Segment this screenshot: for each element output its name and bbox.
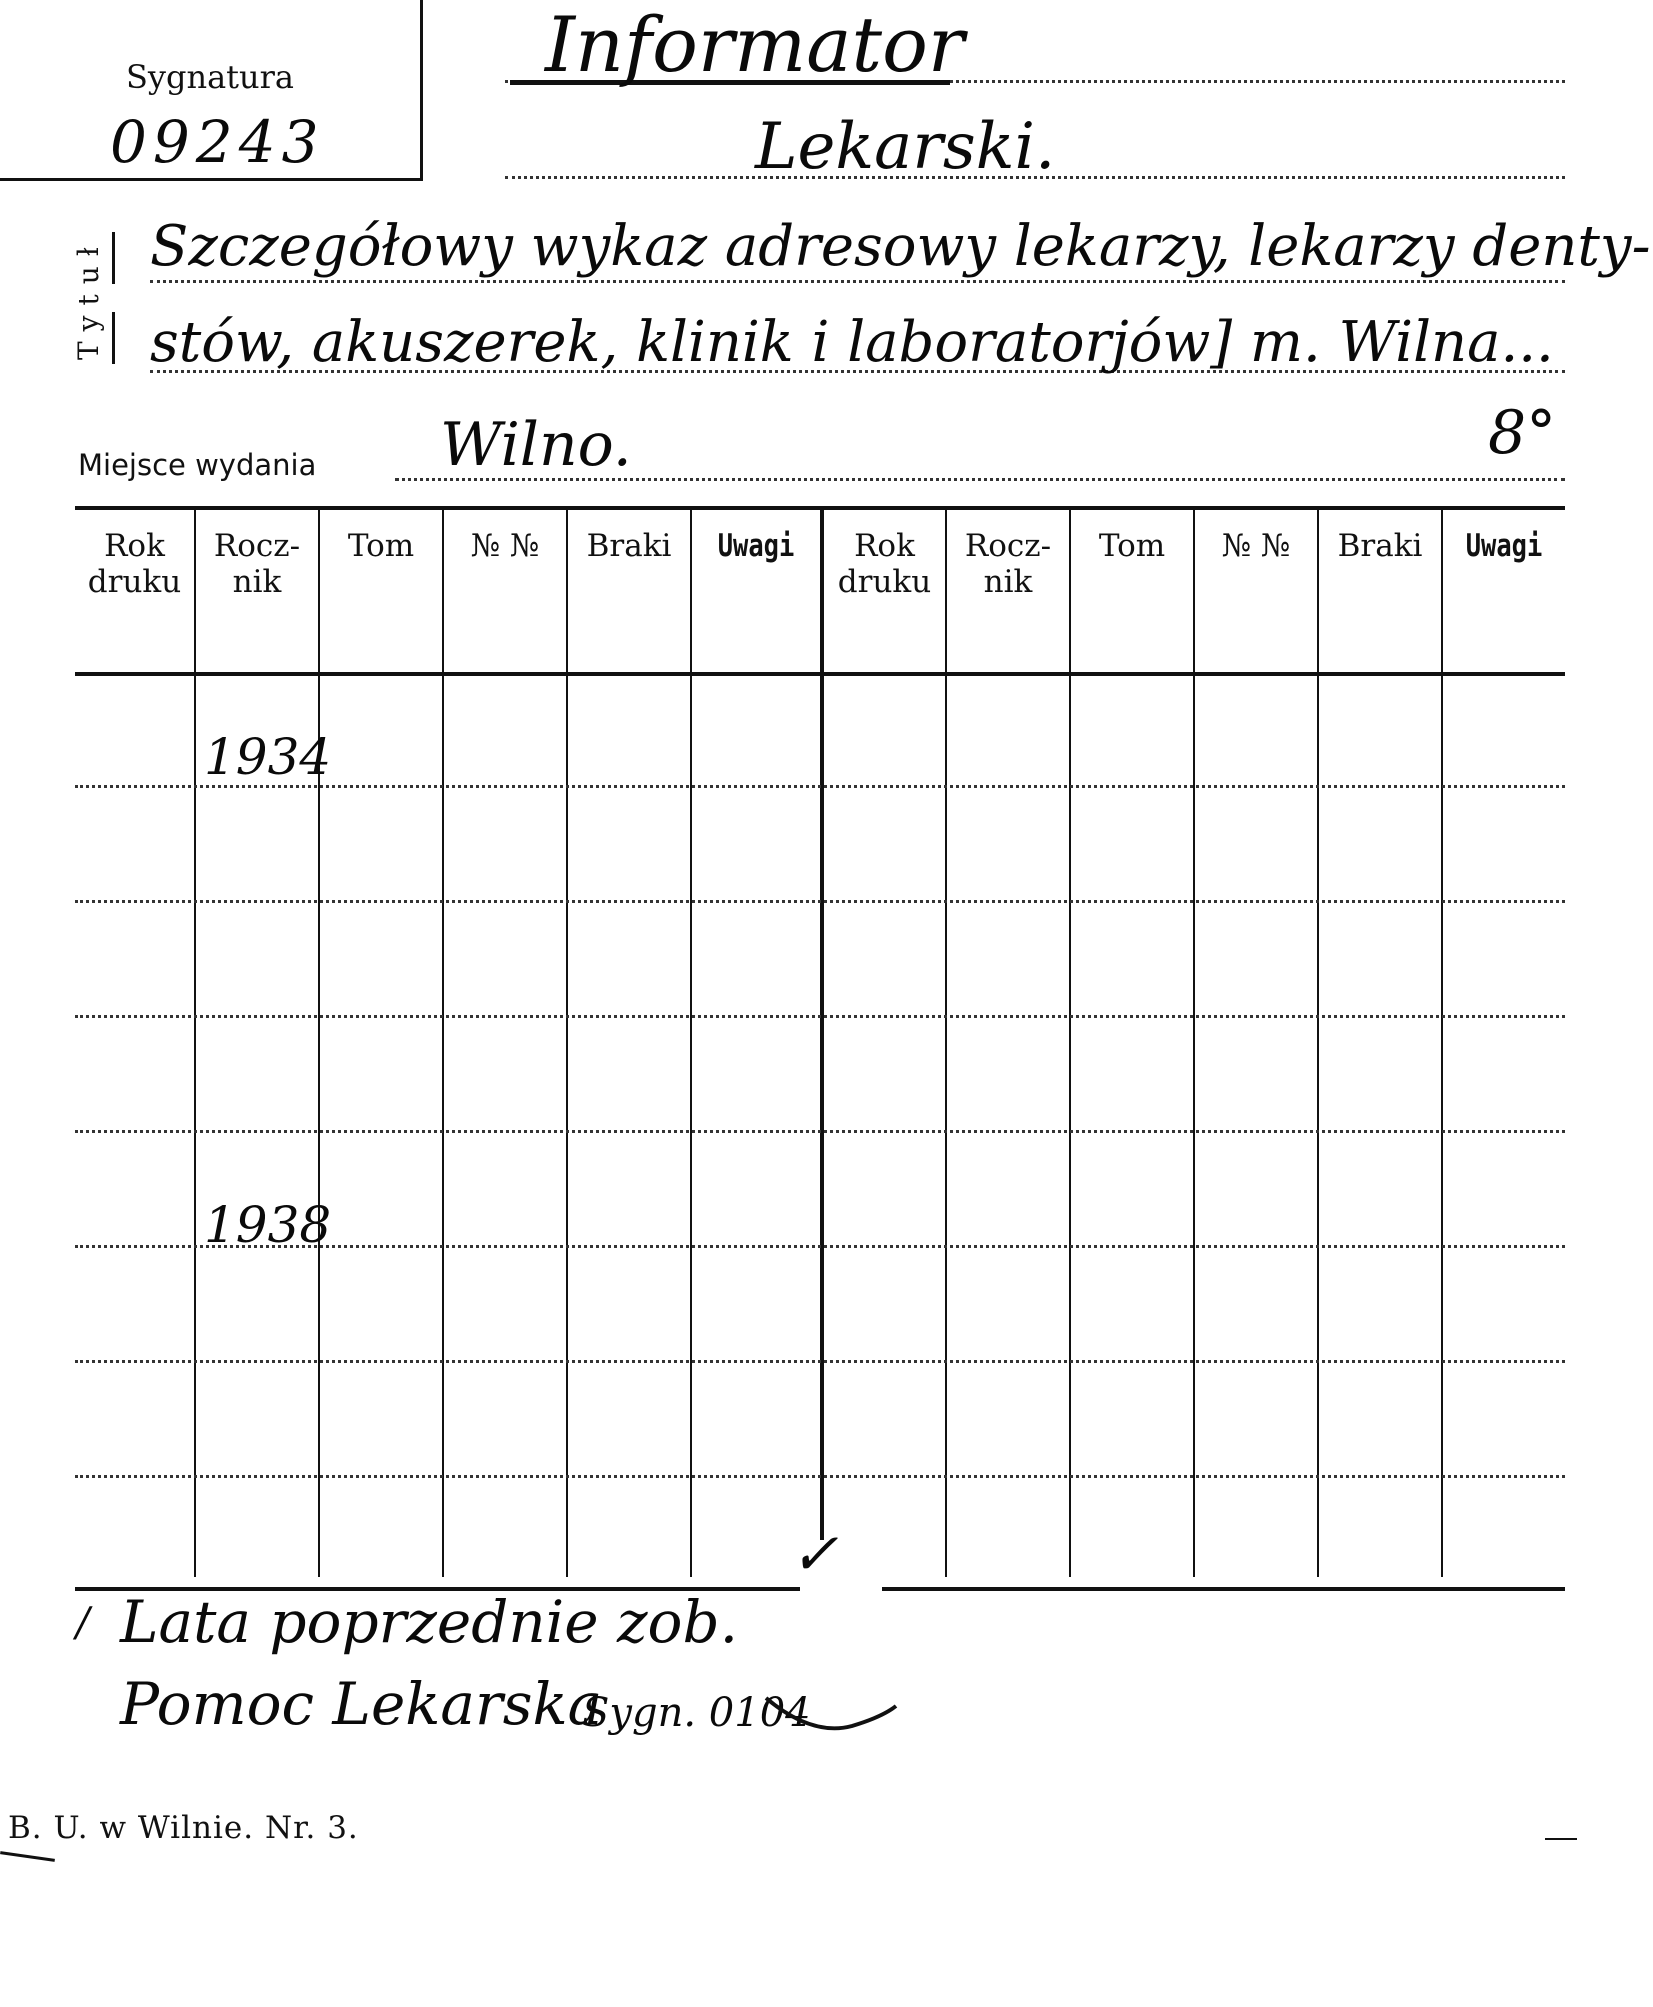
header-uwagi-right	[1443, 528, 1565, 564]
center-divider	[820, 510, 824, 1540]
footnote-line-2: Pomoc Lekarska	[120, 1670, 603, 1738]
row-line	[75, 900, 1565, 903]
footnote-flourish	[762, 1690, 902, 1740]
header-label: Tom	[1098, 528, 1166, 564]
header-label: № №	[470, 528, 540, 564]
table-bottom-rule-right	[882, 1587, 1565, 1591]
header-numbers-left	[444, 528, 566, 564]
header-rok-druku-right	[824, 528, 945, 600]
header-label: Rok druku	[837, 528, 932, 600]
col-divider	[1441, 510, 1443, 1577]
row-line	[75, 1130, 1565, 1133]
col-divider	[1069, 510, 1071, 1577]
col-divider	[945, 510, 947, 1577]
format-value: 8°	[1488, 398, 1557, 468]
header-tom-right	[1071, 528, 1193, 564]
header-braki-left	[568, 528, 690, 564]
header-label: Rok druku	[87, 528, 182, 600]
col-divider	[566, 510, 568, 1577]
col-divider	[690, 510, 692, 1577]
place-label: Miejsce wydania	[78, 448, 317, 482]
col-divider	[442, 510, 444, 1577]
col-divider	[194, 510, 196, 1577]
row-line	[75, 1015, 1565, 1018]
place-value: Wilno.	[440, 410, 632, 480]
footnote-sygn: Sygn. 0104	[582, 1690, 811, 1736]
row-line	[75, 1360, 1565, 1363]
header-label: Rocz- nik	[213, 528, 301, 600]
description-line-1: Szczegółowy wykaz adresowy lekarzy, lekarzy denty-	[150, 214, 1651, 279]
col-divider	[318, 510, 320, 1577]
header-rok-druku-left	[75, 528, 194, 600]
signature-value: 09243	[110, 108, 325, 176]
footnote-line-1: Lata poprzednie zob.	[120, 1588, 739, 1656]
tytul-bracket-bottom	[112, 312, 115, 364]
header-label: Braki	[586, 528, 672, 564]
header-label: Braki	[1337, 528, 1423, 564]
signature-label: Sygnatura	[125, 58, 294, 96]
header-label: Tom	[347, 528, 415, 564]
footer-print: B. U. w Wilnie. Nr. 3.	[8, 1810, 359, 1846]
header-label: № №	[1221, 528, 1291, 564]
header-rocznik-left	[196, 528, 318, 600]
col-divider	[1317, 510, 1319, 1577]
col-divider	[1193, 510, 1195, 1577]
row-line	[75, 1475, 1565, 1478]
header-uwagi-left	[692, 528, 820, 564]
title-line-2: Lekarski.	[755, 110, 1056, 184]
rocznik-entry: 1938	[204, 1196, 332, 1254]
tytul-label: Tytuł	[72, 237, 105, 361]
footer-mark-right	[1545, 1838, 1577, 1840]
title-line-1: Informator	[545, 0, 965, 89]
header-tom-left	[320, 528, 442, 564]
header-braki-right	[1319, 528, 1441, 564]
tick-mark: ✓	[790, 1520, 839, 1588]
header-rocznik-right	[947, 528, 1069, 600]
tytul-bracket-top	[112, 232, 115, 284]
header-label: Uwagi	[717, 528, 795, 564]
footnote-marker: /	[76, 1600, 90, 1646]
header-label: Uwagi	[1465, 528, 1543, 564]
rocznik-entry: 1934	[204, 728, 332, 786]
footer-mark-left	[0, 1851, 55, 1862]
header-numbers-right	[1195, 528, 1317, 564]
tytul-dotted-line-1	[150, 280, 1565, 283]
description-line-2: stów, akuszerek, klinik i laboratorjów] m. Wilna...	[150, 310, 1554, 375]
header-label: Rocz- nik	[964, 528, 1052, 600]
